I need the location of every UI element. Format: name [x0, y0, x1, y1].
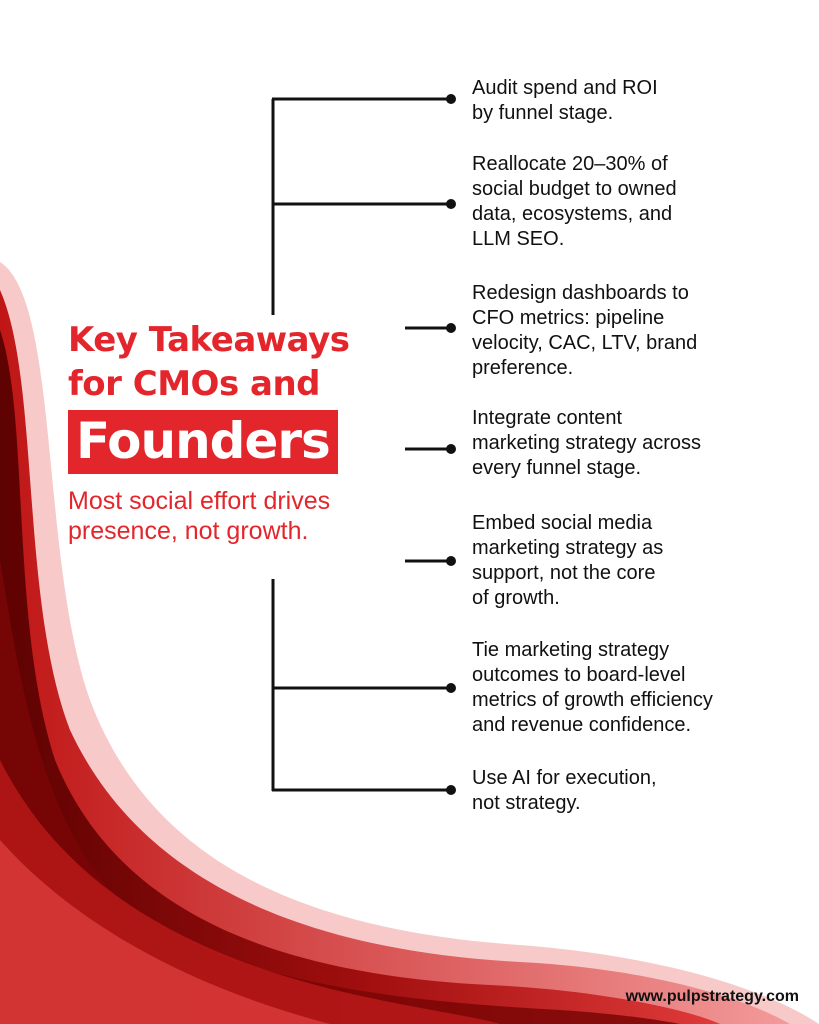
bullet-dot: [446, 323, 456, 333]
subtitle-line-1: Most social effort drives: [68, 487, 331, 515]
takeaway-item: Integrate content marketing strategy across every funnel stage.: [472, 407, 701, 479]
bullet-dot: [446, 683, 456, 693]
title-block: [68, 318, 408, 546]
takeaway-item: Tie marketing strategy outcomes to board-level metrics of growth efficiency and revenue confidence.: [472, 639, 713, 736]
takeaway-item: Embed social media marketing strategy as support, not the core of growth.: [472, 512, 664, 609]
bullet-dot: [446, 444, 456, 454]
takeaway-item: Reallocate 20–30% of social budget to owned data, ecosystems, and LLM SEO.: [472, 153, 677, 250]
bullet-dot: [446, 94, 456, 104]
takeaway-item: Audit spend and ROI by funnel stage.: [472, 77, 658, 124]
title-line-2: for CMOs and: [68, 364, 321, 404]
title-highlight: Founders: [68, 410, 338, 474]
bullet-dot: [446, 785, 456, 795]
bullet-dot: [446, 556, 456, 566]
takeaway-item: Redesign dashboards to CFO metrics: pipeline velocity, CAC, LTV, brand preference.: [472, 282, 698, 379]
title-line-1: Key Takeaways: [68, 320, 350, 360]
subtitle: [68, 486, 408, 546]
bullet-dot: [446, 199, 456, 209]
subtitle-line-2: presence, not growth.: [68, 517, 309, 545]
website-url: www.pulpstrategy.com: [625, 988, 799, 1005]
takeaway-item: Use AI for execution, not strategy.: [472, 767, 657, 814]
